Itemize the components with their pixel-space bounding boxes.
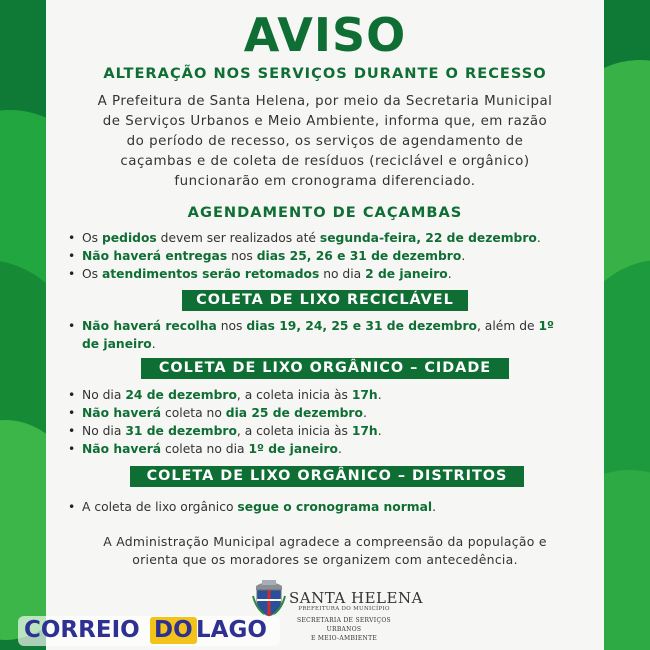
intro-line: do período de recesso, os serviços de agendamento de <box>126 134 524 149</box>
intro-line: de Serviços Urbanos e Meio Ambiente, informa que, em razão <box>102 114 548 129</box>
page-subtitle: ALTERAÇÃO NOS SERVIÇOS DURANTE O RECESSO <box>103 65 547 82</box>
section-heading-reciclavel: COLETA DE LIXO RECICLÁVEL <box>182 290 468 311</box>
highlight-text: segunda-feira, 22 de dezembro <box>319 231 537 245</box>
list-item <box>68 386 588 404</box>
body-text: . <box>432 500 437 514</box>
watermark-text: CORREIO <box>24 617 140 643</box>
list-item <box>68 265 588 283</box>
highlight-text: Não haverá <box>82 406 162 420</box>
body-text: , além de <box>476 319 539 333</box>
highlight-text: dias 19, 24, 25 e 31 de dezembro <box>246 319 477 333</box>
highlight-text: 1º de janeiro <box>82 319 554 351</box>
intro-line: funcionarão em cronograma diferenciado. <box>174 174 476 189</box>
body-text: , a coleta inicia às <box>236 424 352 438</box>
body-text: . <box>362 406 367 420</box>
highlight-text: atendimentos serão retomados <box>102 267 320 281</box>
body-text: devem ser realizados até <box>156 231 320 245</box>
logo-secretaria <box>286 616 402 643</box>
body-text: No dia <box>82 424 126 438</box>
highlight-text: dias 25, 26 e 31 de dezembro <box>256 249 462 263</box>
section-heading-organico-distritos: COLETA DE LIXO ORGÂNICO – DISTRITOS <box>130 466 524 487</box>
body-text: Os <box>82 231 102 245</box>
highlight-text: segue o cronograma normal <box>237 500 433 514</box>
page-title: AVISO <box>243 8 407 62</box>
notice-card <box>46 0 604 650</box>
highlight-text: Não haverá <box>82 442 162 456</box>
body-text: . <box>461 249 466 263</box>
watermark-highlight <box>150 617 197 644</box>
highlight-text: 24 de dezembro <box>125 388 237 402</box>
list-reciclavel <box>68 317 574 353</box>
list-organico-cidade <box>68 386 588 458</box>
logo-secretaria-line: SECRETARIA DE SERVIÇOS URBANOS <box>297 617 391 633</box>
list-item <box>68 498 588 516</box>
highlight-text: 17h <box>351 424 378 438</box>
body-text: no dia <box>319 267 366 281</box>
body-text: . <box>377 424 382 438</box>
logo-subtitle: PREFEITURA DO MUNICÍPIO <box>298 606 390 612</box>
body-text: . <box>151 337 156 351</box>
body-text: . <box>377 388 382 402</box>
list-item <box>68 440 588 458</box>
section-heading-cacambas: AGENDAMENTO DE CAÇAMBAS <box>187 204 463 221</box>
body-text: coleta no dia <box>161 442 249 456</box>
coat-of-arms-icon <box>252 576 286 618</box>
list-item <box>68 422 588 440</box>
body-text: A coleta de lixo orgânico <box>82 500 238 514</box>
highlight-text: 17h <box>351 388 378 402</box>
list-item <box>68 247 588 265</box>
body-text: coleta no <box>161 406 226 420</box>
body-text: nos <box>216 319 247 333</box>
body-text: No dia <box>82 388 126 402</box>
list-cacambas <box>68 229 588 283</box>
logo-secretaria-line: E MEIO-AMBIENTE <box>310 635 378 642</box>
intro-line: caçambas e de coleta de resíduos (reciclável e orgânico) <box>120 154 530 169</box>
intro-paragraph <box>60 92 590 192</box>
list-item <box>68 317 574 353</box>
watermark-text: DO <box>154 617 193 643</box>
list-organico-distritos <box>68 498 588 516</box>
list-item <box>68 229 588 247</box>
logo-name: SANTA HELENA <box>289 589 423 607</box>
footer-line: A Administração Municipal agradece a compreensão da população e <box>103 534 547 549</box>
body-text: Os <box>82 267 102 281</box>
body-text: . <box>536 231 541 245</box>
highlight-text: 2 de janeiro <box>365 267 448 281</box>
body-text: . <box>337 442 342 456</box>
highlight-text: dia 25 de dezembro <box>225 406 363 420</box>
body-text: , a coleta inicia às <box>236 388 352 402</box>
intro-line: A Prefeitura de Santa Helena, por meio da Secretaria Municipal <box>97 94 553 109</box>
footer-paragraph <box>66 533 584 569</box>
body-text: nos <box>227 249 257 263</box>
footer-line: orienta que os moradores se organizem com antecedência. <box>132 552 518 567</box>
body-text: . <box>447 267 452 281</box>
highlight-text: pedidos <box>102 231 157 245</box>
section-heading-organico-cidade: COLETA DE LIXO ORGÂNICO – CIDADE <box>141 358 509 379</box>
watermark-text: LAGO <box>196 617 267 643</box>
highlight-text: Não haverá recolha <box>82 319 217 333</box>
list-item <box>68 404 588 422</box>
highlight-text: 1º de janeiro <box>248 442 338 456</box>
highlight-text: 31 de dezembro <box>125 424 237 438</box>
highlight-text: Não haverá entregas <box>82 249 228 263</box>
